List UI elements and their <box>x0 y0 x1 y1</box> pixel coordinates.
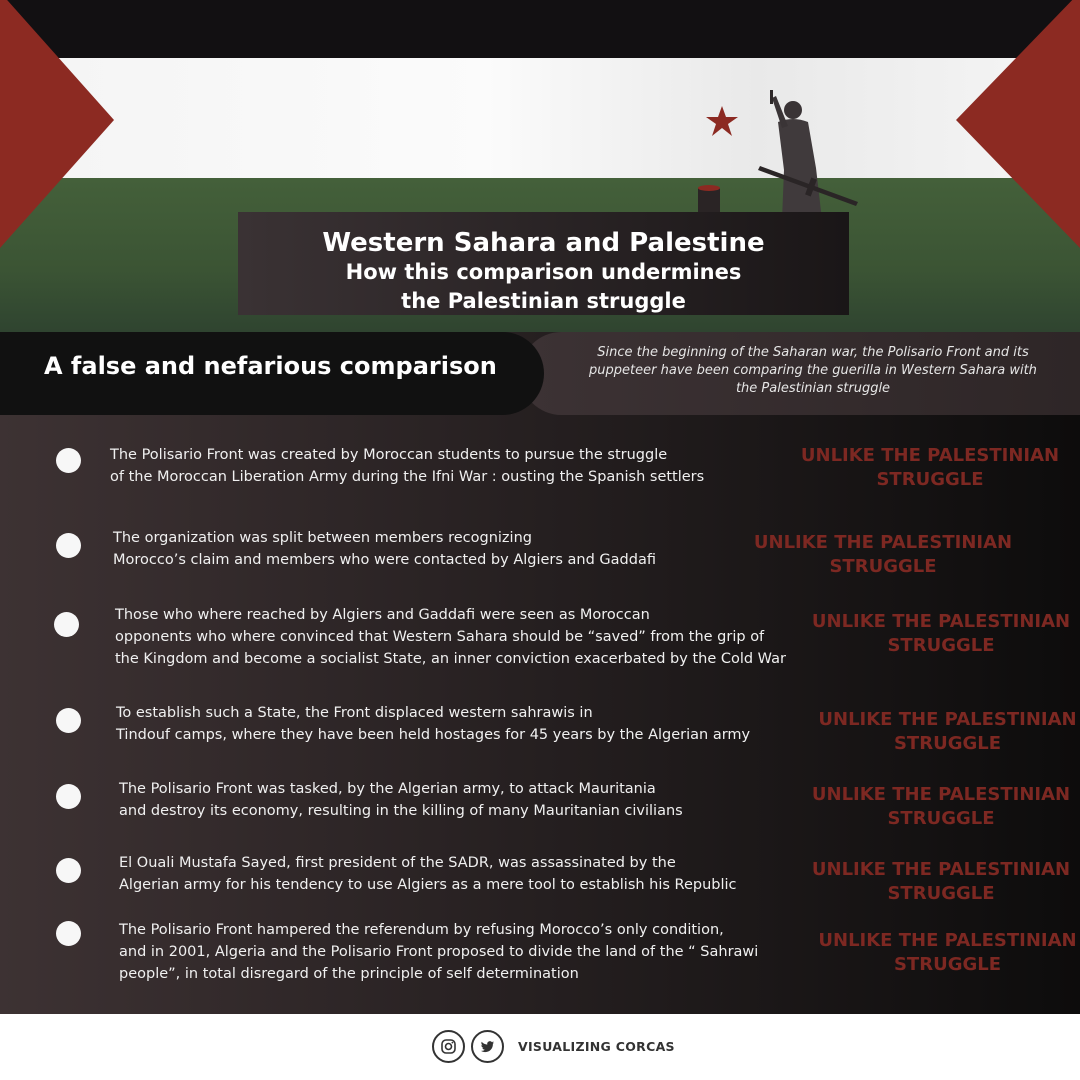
page-subtitle-line-2: the Palestinian struggle <box>401 289 686 313</box>
item-text: Those who where reached by Algiers and Gaddafi were seen as Moroccan opponents who where convinced that Western Sahara should be “saved” from the grip of the Kingdom and become a socialist State, an inner conviction exacerbated by the Cold War <box>115 607 786 667</box>
instagram-icon[interactable] <box>432 1030 465 1063</box>
page-subtitle-line-1: How this comparison undermines <box>345 260 742 284</box>
unlike-tag: UNLIKE THE PALESTINIAN STRUGGLE <box>800 445 1060 490</box>
unlike-tag: UNLIKE THE PALESTINIAN STRUGGLE <box>811 859 1071 904</box>
unlike-tag: UNLIKE THE PALESTINIAN STRUGGLE <box>818 709 1077 754</box>
section-heading: A false and nefarious comparison <box>44 352 497 380</box>
unlike-tag: UNLIKE THE PALESTINIAN STRUGGLE <box>811 611 1071 656</box>
intro-pill <box>520 332 1080 415</box>
bullet-dot <box>56 858 81 883</box>
flag-banner <box>0 0 1080 332</box>
item-text: To establish such a State, the Front displaced western sahrawis in Tindouf camps, where they have been held hostages for 45 years by the Algerian army <box>116 705 751 743</box>
twitter-icon[interactable] <box>471 1030 504 1063</box>
star-icon <box>706 106 738 136</box>
content-panel <box>0 332 1080 1014</box>
unlike-tag: UNLIKE THE PALESTINIAN STRUGGLE <box>818 930 1077 975</box>
bullet-dot <box>56 533 81 558</box>
bullet-dot <box>54 612 79 637</box>
intro-text: Since the beginning of the Saharan war, the Polisario Front and its puppeteer have been comparing the guerilla in Western Sahara with the Palestinian struggle <box>589 345 1037 396</box>
title-box <box>238 212 849 315</box>
flag-left-triangle <box>0 0 114 248</box>
flag-right-triangle <box>956 0 1080 248</box>
bullet-dot <box>56 708 81 733</box>
bullet-dot <box>56 921 81 946</box>
item-text: The Polisario Front hampered the referendum by refusing Morocco’s only condition, and in 2001, Algeria and the Polisario Front proposed to divide the land of the “ Sahrawi people”, in total disregard of the principle of self determination <box>119 922 759 982</box>
item-text: The Polisario Front was tasked, by the Algerian army, to attack Mauritania and destroy its economy, resulting in the killing of many Mauritanian civilians <box>119 781 683 819</box>
unlike-tag: UNLIKE THE PALESTINIAN STRUGGLE <box>753 532 1013 577</box>
section-heading-pill <box>0 332 544 415</box>
item-text: The organization was split between members recognizing Morocco’s claim and members who were contacted by Algiers and Gaddafi <box>113 530 656 568</box>
item-text: The Polisario Front was created by Moroccan students to pursue the struggle of the Moroccan Liberation Army during the Ifni War : ousting the Spanish settlers <box>110 447 705 485</box>
brand-name: VISUALIZING CORCAS <box>518 1039 675 1054</box>
item-text: El Ouali Mustafa Sayed, first president of the SADR, was assassinated by the Algerian army for his tendency to use Algiers as a mere tool to establish his Republic <box>119 855 737 893</box>
soldier-painting-crescent-illustration <box>690 70 870 220</box>
bullet-dot <box>56 784 81 809</box>
bullet-dot <box>56 448 81 473</box>
flag-black-band <box>0 0 1080 58</box>
page-title: Western Sahara and Palestine <box>322 228 765 258</box>
flag-white-band <box>0 58 1080 178</box>
unlike-tag: UNLIKE THE PALESTINIAN STRUGGLE <box>811 784 1071 829</box>
footer <box>0 1014 1080 1080</box>
